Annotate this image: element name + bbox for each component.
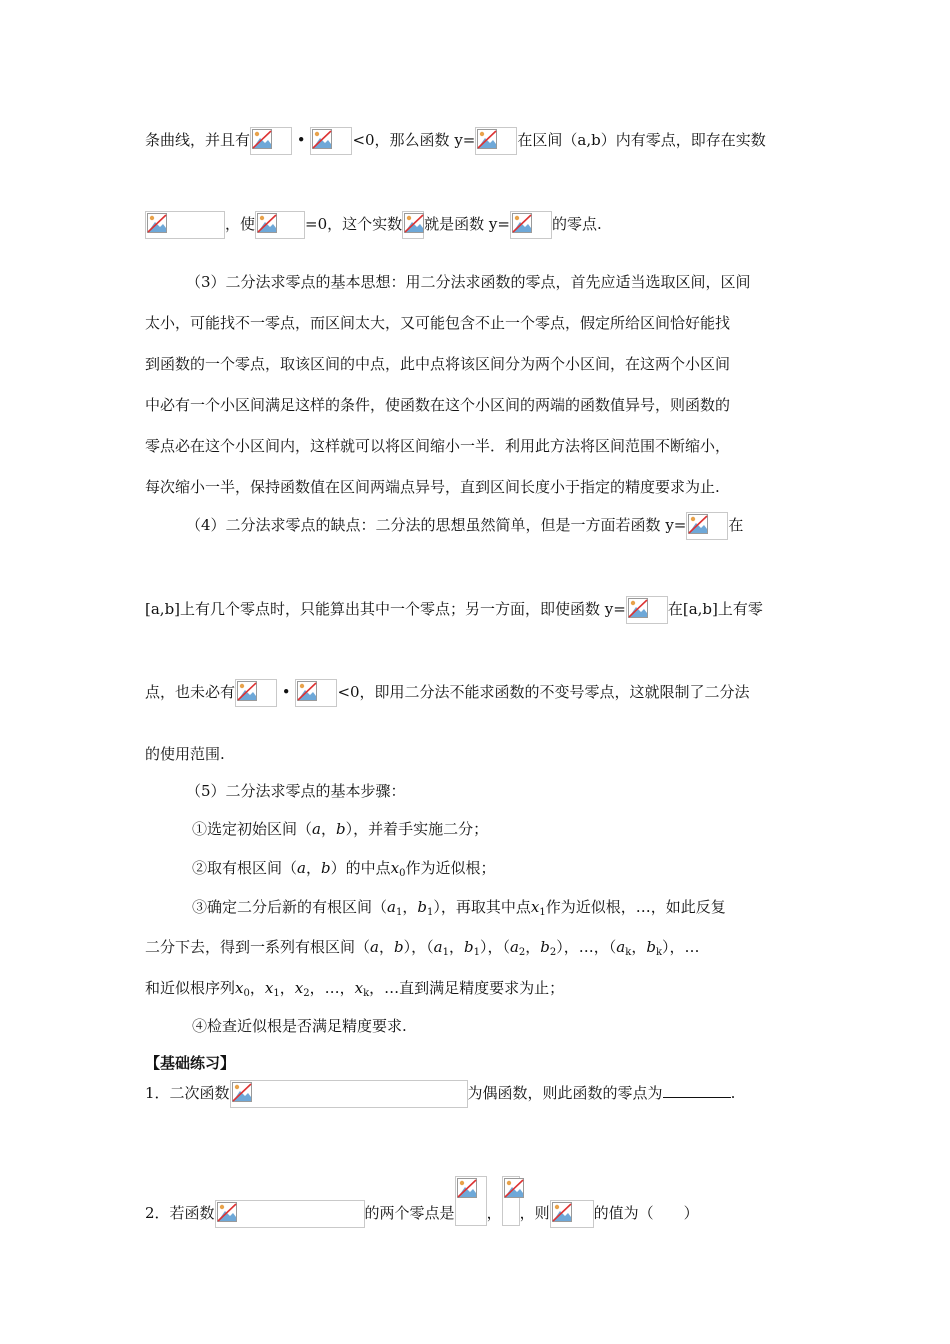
step-2: ②取有根区间（a，b）的中点$x_0$作为近似根； bbox=[192, 859, 496, 879]
para2-line1 bbox=[145, 127, 766, 151]
formula-image-icon bbox=[502, 1176, 520, 1226]
formula-image-icon bbox=[550, 1200, 594, 1228]
formula-image-icon bbox=[255, 211, 305, 239]
practice-heading: 【基础练习】 bbox=[145, 1054, 236, 1072]
question-2: 2．若函数 的两个零点是 ， ，则 的值为（ ） bbox=[145, 1176, 699, 1200]
step-4: ④检查近似根是否满足精度要求. bbox=[192, 1017, 407, 1035]
text: 的零点. bbox=[551, 215, 602, 233]
formula-image-icon bbox=[475, 127, 517, 155]
question-1: 1．二次函数 为偶函数，则此函数的零点为 . bbox=[145, 1080, 735, 1104]
para3-line: 到函数的一个零点，取该区间的中点，此中点将该区间分为两个小区间，在这两个小区间 bbox=[145, 355, 731, 373]
formula-image-icon bbox=[145, 211, 225, 239]
formula-image-icon bbox=[235, 679, 277, 707]
para5-title: （5）二分法求零点的基本步骤： bbox=[186, 782, 406, 800]
para2-line2 bbox=[145, 211, 602, 235]
para4-line3 bbox=[145, 679, 750, 703]
para3-line: 太小，可能找不一零点，而区间太大，又可能包含不止一个零点，假定所给区间恰好能找 bbox=[145, 314, 731, 332]
para3-line: 零点必在这个小区间内，这样就可以将区间缩小一半．利用此方法将区间范围不断缩小， bbox=[145, 437, 731, 455]
formula-image-icon bbox=[215, 1200, 365, 1228]
text: <0，那么函数 y= bbox=[352, 131, 476, 149]
text: 条曲线，并且有 bbox=[145, 131, 251, 149]
formula-image-icon bbox=[402, 211, 424, 239]
dot: • bbox=[281, 683, 291, 701]
text: <0，即用二分法不能求函数的不变号零点，这就限制了二分法 bbox=[337, 683, 750, 701]
formula-image-icon bbox=[455, 1176, 487, 1226]
step-3-cont: 二分下去，得到一系列有根区间（a，b），（$a_1$，$b_1$），（$a_2$，$b_2$），…，（$a_k$，$b_k$），… bbox=[145, 938, 700, 958]
step-3: ③确定二分后新的有根区间（$a_1$，$b_1$），再取其中点$x_1$作为近似根，…，如此反复 bbox=[192, 898, 726, 918]
para3-line: 每次缩小一半，保持函数值在区间两端点异号，直到区间长度小于指定的精度要求为止. bbox=[145, 478, 720, 496]
para3-line: 中必有一个小区间满足这样的条件，使函数在这个小区间的两端的函数值异号，则函数的 bbox=[145, 396, 731, 414]
text: 就是函数 y= bbox=[424, 215, 510, 233]
text: 在 bbox=[728, 516, 744, 534]
text: =0，这个实数 bbox=[305, 215, 403, 233]
formula-image-icon bbox=[510, 211, 552, 239]
text: ，使 bbox=[225, 215, 256, 233]
para4-line4: 的使用范围. bbox=[145, 745, 225, 763]
step-3-cont2: 和近似根序列$x_0$，$x_1$，$x_2$，…，$x_k$，…直到满足精度要求为止； bbox=[145, 979, 565, 999]
para4-line1 bbox=[186, 512, 743, 536]
para3-line: （3）二分法求零点的基本思想：用二分法求函数的零点，首先应适当选取区间，区间 bbox=[186, 273, 751, 291]
answer-blank[interactable] bbox=[663, 1081, 731, 1098]
formula-image-icon bbox=[310, 127, 352, 155]
formula-image-icon bbox=[295, 679, 337, 707]
text: （4）二分法求零点的缺点：二分法的思想虽然简单，但是一方面若函数 y= bbox=[186, 516, 687, 534]
formula-image-icon bbox=[686, 512, 728, 540]
formula-image-icon bbox=[250, 127, 292, 155]
text: 在区间（a,b）内有零点，即存在实数 bbox=[517, 131, 766, 149]
step-1: ①选定初始区间（a，b），并着手实施二分； bbox=[192, 820, 489, 838]
text: [a,b]上有几个零点时，只能算出其中一个零点；另一方面，即使函数 y= bbox=[145, 600, 626, 618]
para4-line2 bbox=[145, 596, 763, 620]
text: 点，也未必有 bbox=[145, 683, 236, 701]
formula-image-icon bbox=[626, 596, 668, 624]
formula-image-icon bbox=[230, 1080, 468, 1108]
dot: • bbox=[296, 131, 306, 149]
text: 在[a,b]上有零 bbox=[667, 600, 763, 618]
